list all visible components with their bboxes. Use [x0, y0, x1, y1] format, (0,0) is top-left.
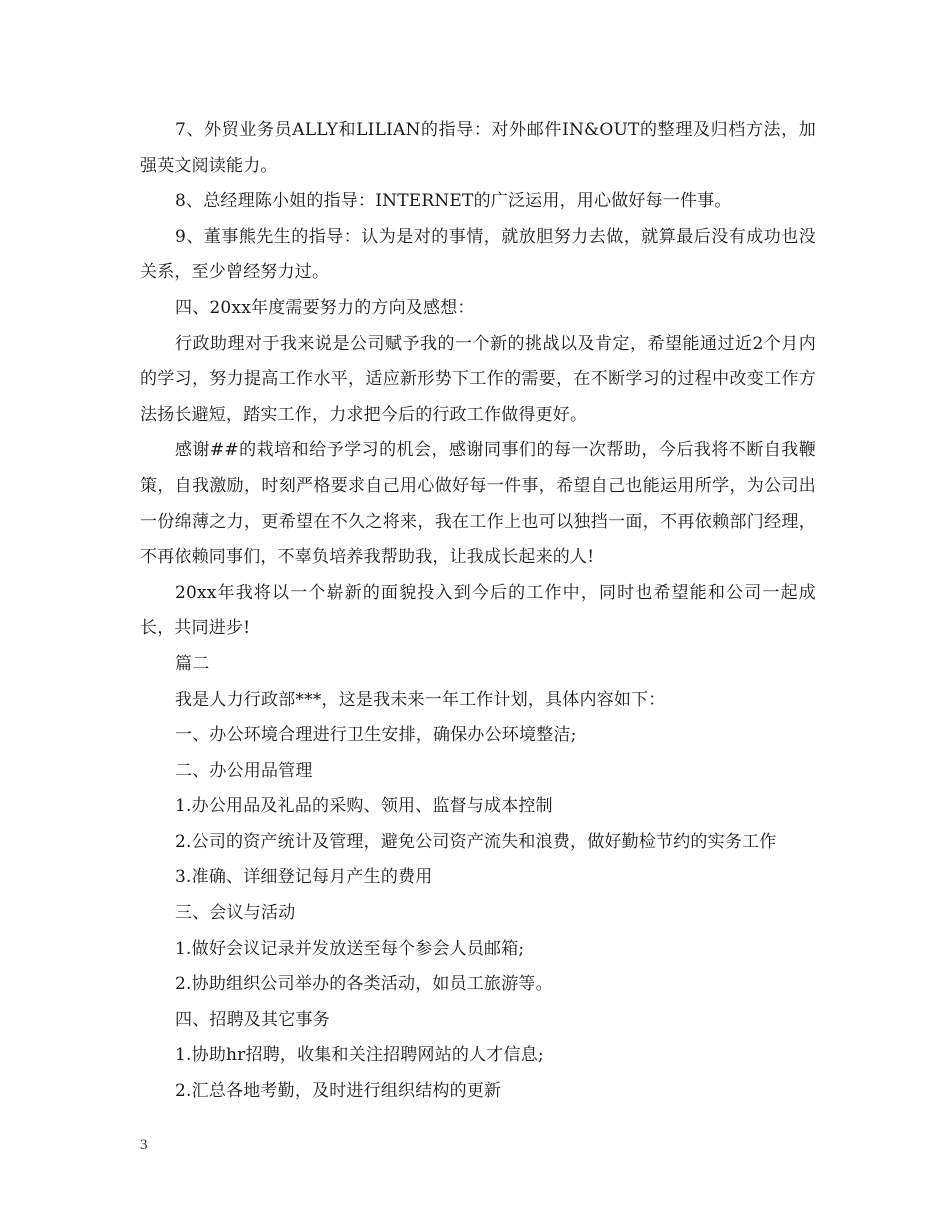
paragraph: 行政助理对于我来说是公司赋予我的一个新的挑战以及肯定，希望能通过近2个月内的学习，努力提高工作水平，适应新形势下工作的需要，在不断学习的过程中改变工作方法扬长避短，踏实工作，力求把今后的行政工作做得更好。: [140, 333, 816, 425]
list-item: 1.办公用品及礼品的采购、领用、监督与成本控制: [175, 796, 553, 817]
paragraph: 8、总经理陈小姐的指导：INTERNET的广泛运用，用心做好每一件事。: [175, 191, 732, 212]
list-item: 1.协助hr招聘，收集和关注招聘网站的人才信息;: [175, 1045, 544, 1066]
page-number: 3: [140, 1137, 148, 1153]
list-item: 1.做好会议记录并发放送至每个参会人员邮箱;: [175, 938, 525, 959]
list-item: 2.协助组织公司举办的各类活动，如员工旅游等。: [175, 974, 553, 995]
section-heading: 篇二: [175, 653, 210, 674]
paragraph: 感谢##的栽培和给予学习的机会，感谢同事们的每一次帮助，今后我将不断自我鞭策，自我激励，时刻严格要求自己用心做好每一件事，希望自己也能运用所学，为公司出一份绵薄之力，更希望在不久之将来，我在工作上也可以独挡一面，不再依赖部门经理，不再依赖同事们，不辜负培养我帮助我，让我成长起来的人!: [140, 440, 816, 568]
section-heading: 四、20xx年度需要努力的方向及感想：: [175, 297, 475, 318]
paragraph: 9、董事熊先生的指导：认为是对的事情，就放胆努力去做，就算最后没有成功也没关系，至少曾经努力过。: [140, 226, 816, 283]
section-heading: 四、招聘及其它事务: [175, 1009, 330, 1030]
section-heading: 三、会议与活动: [175, 903, 296, 924]
list-item: 3.准确、详细登记每月产生的费用: [175, 867, 433, 888]
paragraph: 7、外贸业务员ALLY和LILIAN的指导：对外邮件IN&OUT的整理及归档方法，加强英文阅读能力。: [140, 120, 816, 176]
paragraph: 我是人力行政部***，这是我未来一年工作计划，具体内容如下：: [175, 689, 666, 710]
list-item: 2.公司的资产统计及管理，避免公司资产流失和浪费，做好勤检节约的实务工作: [175, 831, 777, 852]
list-item: 一、办公环境合理进行卫生安排，确保办公环境整洁;: [175, 725, 577, 746]
list-item: 2.汇总各地考勤，及时进行组织结构的更新: [175, 1081, 502, 1102]
document-body: [140, 113, 816, 1110]
section-heading: 二、办公用品管理: [175, 760, 313, 781]
paragraph: 20xx年我将以一个崭新的面貌投入到今后的工作中，同时也希望能和公司一起成长，共同进步!: [140, 582, 816, 639]
